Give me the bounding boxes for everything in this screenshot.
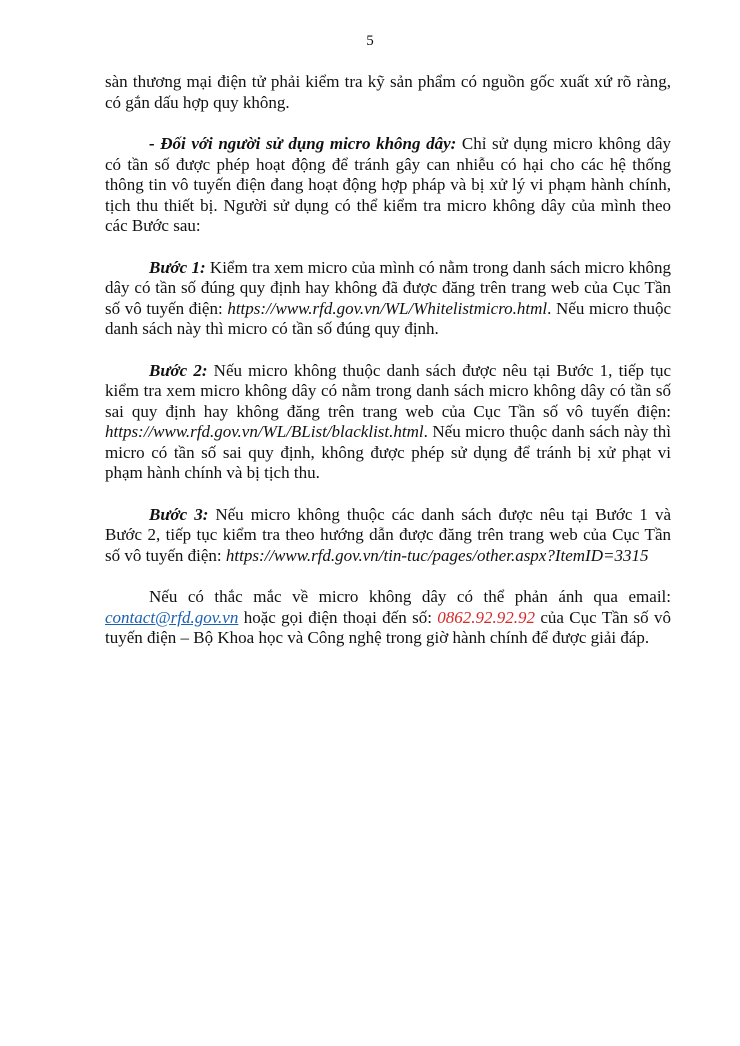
step-2-text: Nếu micro không thuộc danh sách được nêu tại Bước 1, tiếp tục kiểm tra xem micro không dây có nằm trong danh sách micro không dây có tần số sai quy định hay không đăng trên trang web của Cục Tần số vô tuyến điện: bbox=[105, 360, 671, 421]
user-guidance-heading: - Đối với người sử dụng micro không dây: bbox=[149, 134, 457, 153]
step-2-url[interactable]: https://www.rfd.gov.vn/WL/BList/blacklist.html bbox=[105, 422, 424, 441]
user-guidance-paragraph bbox=[105, 134, 671, 237]
page-number: 5 bbox=[366, 33, 374, 49]
step-3-url[interactable]: https://www.rfd.gov.vn/tin-tuc/pages/other.aspx?ItemID=3315 bbox=[225, 545, 649, 565]
step-2-paragraph bbox=[105, 361, 671, 484]
step-1-text: Kiểm tra xem micro của mình có nằm trong danh sách micro không dây có tần số đúng quy định hay không đã được đăng trên trang web của Cục Tần số vô tuyến điện: bbox=[105, 257, 671, 318]
contact-text-middle: hoặc gọi điện thoại đến số: bbox=[238, 607, 438, 627]
document-body bbox=[105, 72, 671, 670]
user-guidance-body: Chỉ sử dụng micro không dây có tần số được phép hoạt động để tránh gây can nhiễu có hại cho các hệ thống thông tin vô tuyến điện đang hoạt động hợp pháp và bị xử lý vi phạm hành chính, tịch thu thiết bị. Người sử dụng có thể kiểm tra micro không dây của mình theo các Bước sau: bbox=[105, 134, 671, 235]
contact-email-link[interactable]: contact@rfd.gov.vn bbox=[105, 607, 239, 627]
contact-phone[interactable]: 0862.92.92.92 bbox=[437, 607, 536, 627]
contact-paragraph bbox=[105, 587, 671, 649]
step-1-url[interactable]: https://www.rfd.gov.vn/WL/Whitelistmicro.html bbox=[227, 298, 548, 318]
step-2-text-after: . Nếu micro thuộc danh sách này thì micro có tần số sai quy định, không được phép sử dụng để tránh bị xử phạt vi phạm hành chính và bị tịch thu. bbox=[105, 422, 671, 482]
step-1-text-after: . Nếu micro thuộc danh sách này thì micro có tần số đúng quy định. bbox=[105, 298, 671, 338]
contact-text: Nếu có thắc mắc về micro không dây có thể phản ánh qua email: bbox=[149, 587, 671, 606]
step-1-paragraph bbox=[105, 258, 671, 340]
continuation-paragraph: sàn thương mại điện tử phải kiểm tra kỹ sản phẩm có nguồn gốc xuất xứ rõ ràng, có gắn dấu hợp quy không. bbox=[105, 72, 671, 112]
step-3-label: Bước 3: bbox=[149, 504, 209, 524]
step-1-label: Bước 1: bbox=[149, 257, 206, 277]
step-3-text: Nếu micro không thuộc các danh sách được nêu tại Bước 1 và Bước 2, tiếp tục kiểm tra theo hướng dẫn được đăng trên trang web của Cục Tần số vô tuyến điện: bbox=[105, 504, 671, 565]
step-3-paragraph bbox=[105, 505, 671, 567]
step-2-label: Bước 2: bbox=[149, 360, 208, 380]
contact-text-after: của Cục Tần số vô tuyến điện – Bộ Khoa học và Công nghệ trong giờ hành chính để được giải đáp. bbox=[105, 607, 671, 647]
